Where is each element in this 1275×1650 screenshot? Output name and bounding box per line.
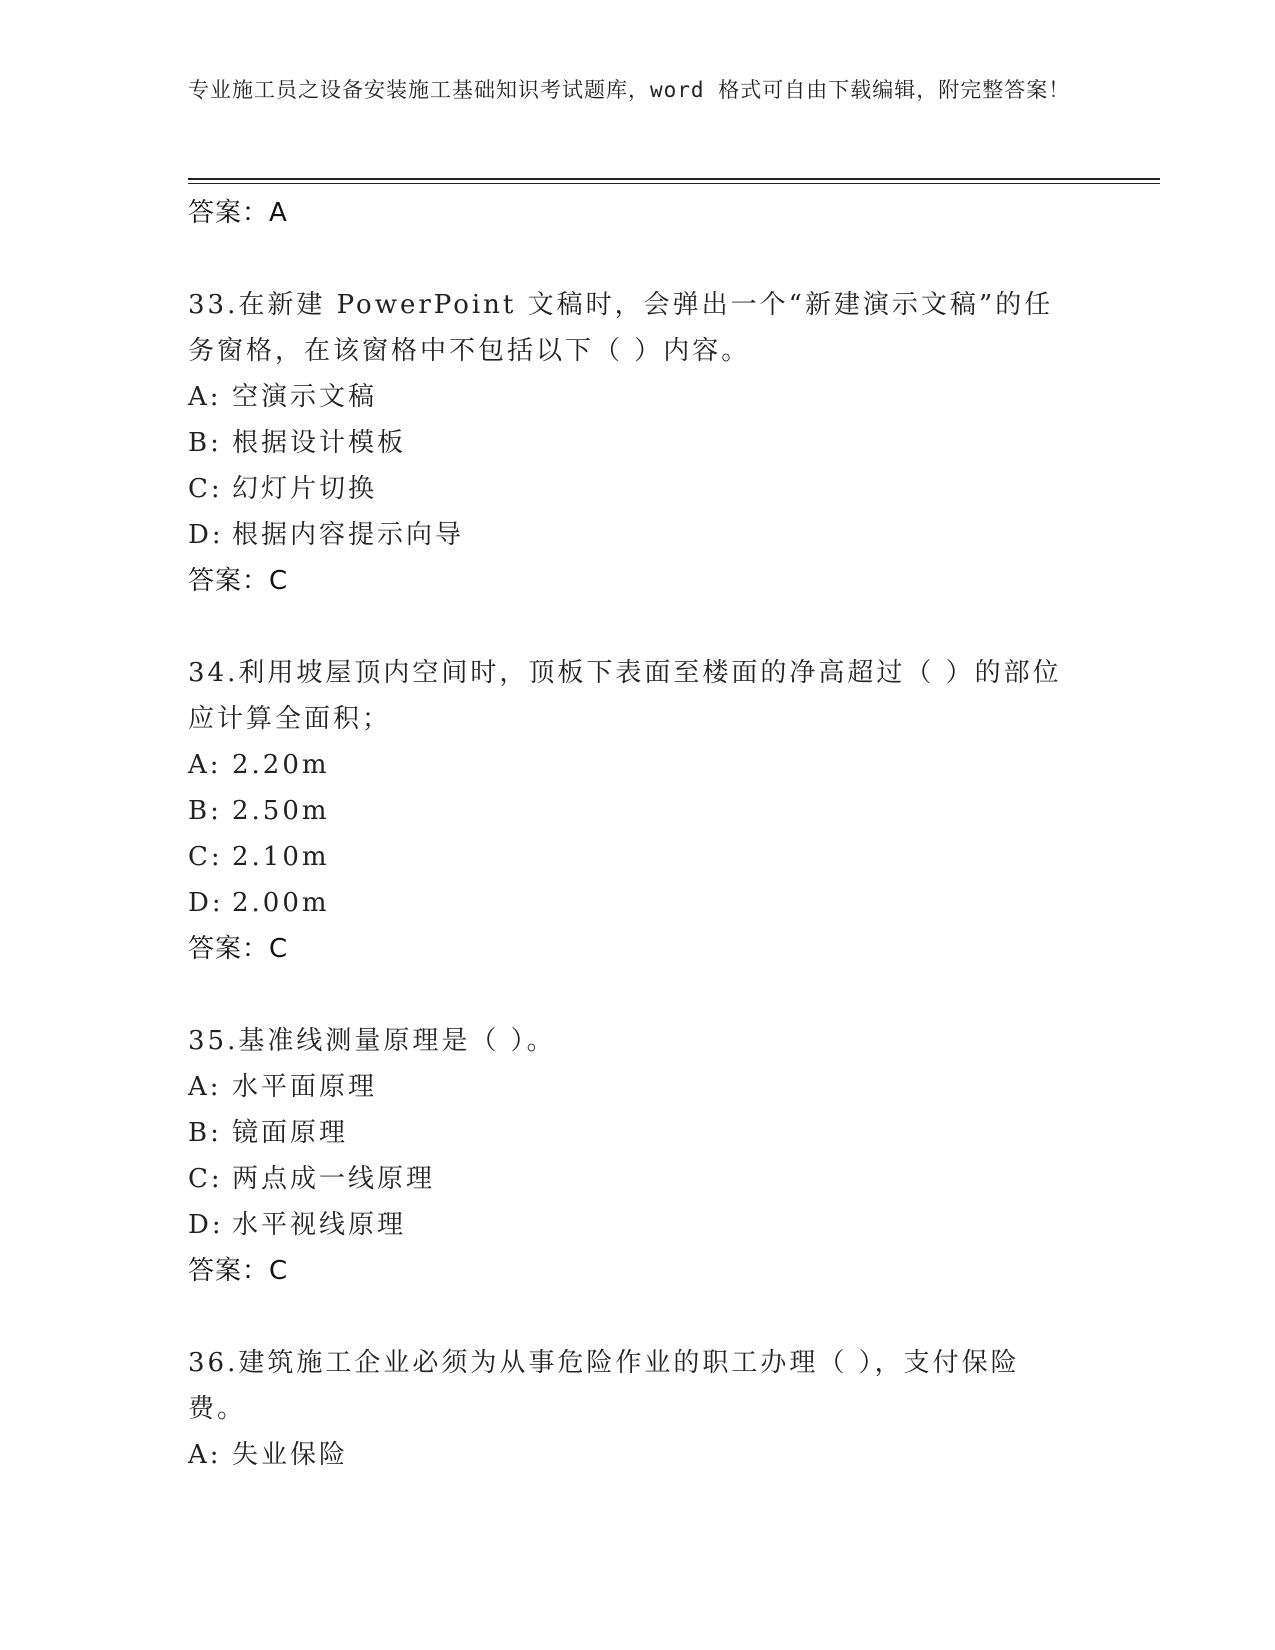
option-key: C: (188, 842, 223, 872)
answer-line: 答案：C (188, 566, 289, 596)
option-b (188, 1110, 1068, 1156)
option-a (188, 1432, 1068, 1478)
option-a (188, 742, 1068, 788)
option-d (188, 512, 1068, 558)
option-c (188, 1156, 1068, 1202)
question-35 (188, 1018, 1068, 1294)
option-key: B: (188, 428, 222, 458)
question-text: 35.基准线测量原理是（ ）。 (188, 1026, 556, 1056)
option-key: A: (188, 382, 222, 412)
option-text: 根据设计模板 (232, 428, 407, 458)
option-key: A: (188, 1440, 222, 1470)
option-text: 幻灯片切换 (232, 474, 378, 504)
option-key: D: (188, 520, 224, 550)
question-36 (188, 1340, 1068, 1478)
option-key: A: (188, 750, 222, 780)
answer-line: 答案：C (188, 934, 289, 964)
option-text: 水平面原理 (232, 1072, 378, 1102)
answer-line: 答案：A (188, 198, 288, 228)
question-text: 33.在新建 PowerPoint 文稿时，会弹出一个“新建演示文稿”的任务窗格，在该窗格中不包括以下（ ）内容。 (188, 290, 1054, 366)
option-key: B: (188, 796, 222, 826)
option-d (188, 880, 1068, 926)
question-34 (188, 650, 1068, 972)
option-c (188, 466, 1068, 512)
option-a (188, 1064, 1068, 1110)
exam-content (188, 190, 1068, 1478)
option-text: 2.00m (232, 888, 330, 918)
header-divider-thin (188, 183, 1160, 184)
question-33 (188, 282, 1068, 604)
option-c (188, 834, 1068, 880)
option-text: 根据内容提示向导 (232, 520, 465, 550)
option-key: D: (188, 1210, 224, 1240)
header-divider-thick (188, 178, 1160, 180)
option-key: C: (188, 1164, 223, 1194)
option-b (188, 420, 1068, 466)
option-key: C: (188, 474, 223, 504)
option-d (188, 1202, 1068, 1248)
option-a (188, 374, 1068, 420)
option-key: A: (188, 1072, 222, 1102)
option-b (188, 788, 1068, 834)
option-text: 空演示文稿 (232, 382, 378, 412)
option-text: 两点成一线原理 (232, 1164, 436, 1194)
option-text: 水平视线原理 (232, 1210, 407, 1240)
option-text: 2.50m (232, 796, 330, 826)
page-header: 专业施工员之设备安装施工基础知识考试题库，word 格式可自由下载编辑，附完整答案！ (188, 78, 1071, 102)
option-text: 失业保险 (232, 1440, 349, 1470)
answer-line: 答案：C (188, 1256, 289, 1286)
option-key: B: (188, 1118, 222, 1148)
question-text: 36.建筑施工企业必须为从事危险作业的职工办理（ ），支付保险费。 (188, 1348, 1020, 1424)
question-text: 34.利用坡屋顶内空间时，顶板下表面至楼面的净高超过（ ）的部位应计算全面积； (188, 658, 1062, 734)
option-text: 2.10m (232, 842, 330, 872)
option-text: 2.20m (232, 750, 330, 780)
option-text: 镜面原理 (232, 1118, 349, 1148)
option-key: D: (188, 888, 224, 918)
